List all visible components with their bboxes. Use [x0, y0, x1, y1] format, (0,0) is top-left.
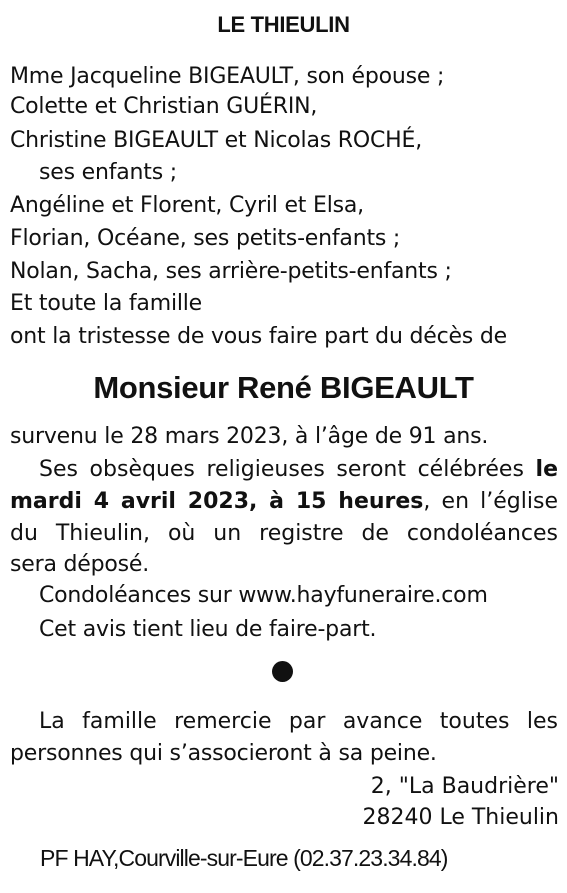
notice-line: Cet avis tient lieu de faire-part.	[39, 617, 377, 642]
family-line: Mme Jacqueline BIGEAULT, son épouse ;	[10, 64, 445, 89]
funeral-line-1	[39, 457, 558, 483]
funeral-date-start: le	[535, 457, 558, 482]
family-line: Florian, Océane, ses petits-enfants ;	[10, 226, 401, 251]
bullet-separator	[272, 661, 293, 682]
family-line: Et toute la famille	[10, 291, 203, 316]
family-line: Colette et Christian GUÉRIN,	[10, 94, 318, 119]
funeral-line-4: sera déposé.	[10, 552, 150, 577]
death-line: survenu le 28 mars 2023, à l’âge de 91 ans.	[10, 424, 489, 449]
family-line: Nolan, Sacha, ses arrière-petits-enfants ;	[10, 259, 452, 284]
funeral-line-2	[10, 489, 558, 515]
funeral-line-3: du Thieulin, où un registre de condoléances	[10, 521, 558, 546]
thanks-line-1: La famille remercie par avance toutes les	[39, 709, 558, 734]
notice-heading: LE THIEULIN	[217, 12, 350, 37]
thanks-line-2: personnes qui s’associeront à sa peine.	[10, 741, 437, 766]
funeral-date: mardi 4 avril 2023, à 15 heures	[10, 489, 424, 514]
funeral-home-line: PF HAY,Courville-sur-Eure (02.37.23.34.84)	[40, 845, 448, 871]
family-line: Angéline et Florent, Cyril et Elsa,	[10, 193, 364, 218]
address-city: 28240 Le Thieulin	[362, 805, 559, 830]
address-street: 2, "La Baudrière"	[370, 774, 559, 799]
family-line: Christine BIGEAULT et Nicolas ROCHÉ,	[10, 128, 423, 153]
family-line: ses enfants ;	[39, 160, 177, 185]
condolences-line: Condoléances sur www.hayfuneraire.com	[39, 583, 488, 608]
funeral-place: , en l’église	[423, 489, 558, 514]
deceased-name: Monsieur René BIGEAULT	[93, 370, 474, 405]
family-line: ont la tristesse de vous faire part du décès de	[10, 324, 507, 349]
funeral-text: Ses obsèques religieuses seront célébrées	[39, 457, 524, 482]
